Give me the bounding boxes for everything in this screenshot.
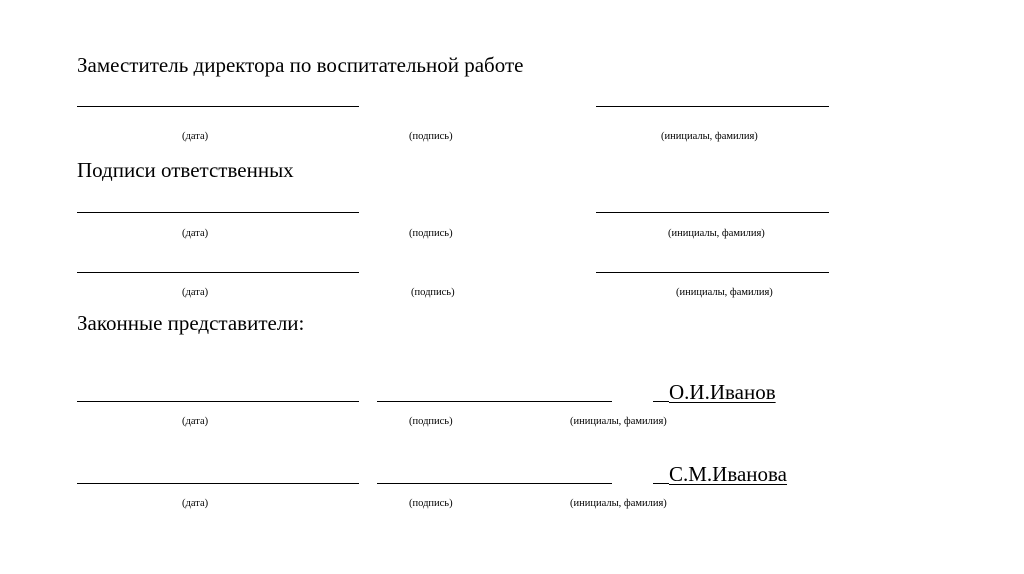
- legal-1-initials-caption: (инициалы, фамилия): [570, 416, 667, 427]
- legal-1-signature-line[interactable]: [377, 401, 612, 402]
- legal-2-date-line[interactable]: [77, 483, 359, 484]
- responsible-2-date-caption: (дата): [182, 287, 209, 298]
- responsible-heading: Подписи ответственных: [77, 158, 294, 182]
- legal-2-name: С.М.Иванова: [669, 462, 788, 486]
- legal-2-date-caption: (дата): [182, 498, 209, 509]
- legal-2-initials-caption: (инициалы, фамилия): [570, 498, 667, 509]
- legal-representatives-heading: Законные представители:: [77, 311, 305, 335]
- legal-2-signature-caption: (подпись): [409, 498, 453, 509]
- legal-2-signature-line[interactable]: [377, 483, 612, 484]
- deputy-director-heading: Заместитель директора по воспитательной работе: [77, 53, 524, 77]
- responsible-1-initials-caption: (инициалы, фамилия): [668, 228, 765, 239]
- responsible-2-initials-line[interactable]: [596, 272, 829, 273]
- deputy-initials-line[interactable]: [596, 106, 829, 107]
- legal-1-name: О.И.Иванов: [669, 380, 776, 404]
- deputy-date-line[interactable]: [77, 106, 359, 107]
- responsible-1-initials-line[interactable]: [596, 212, 829, 213]
- responsible-1-signature-caption: (подпись): [409, 228, 453, 239]
- legal-2-name-lead-line: [653, 483, 669, 484]
- legal-1-name-lead-line: [653, 401, 669, 402]
- responsible-1-date-line[interactable]: [77, 212, 359, 213]
- responsible-2-signature-caption: (подпись): [411, 287, 455, 298]
- legal-1-signature-caption: (подпись): [409, 416, 453, 427]
- responsible-1-date-caption: (дата): [182, 228, 209, 239]
- legal-1-date-line[interactable]: [77, 401, 359, 402]
- responsible-2-initials-caption: (инициалы, фамилия): [676, 287, 773, 298]
- legal-1-date-caption: (дата): [182, 416, 209, 427]
- deputy-signature-caption: (подпись): [409, 131, 453, 142]
- deputy-initials-caption: (инициалы, фамилия): [661, 131, 758, 142]
- deputy-date-caption: (дата): [182, 131, 209, 142]
- responsible-2-date-line[interactable]: [77, 272, 359, 273]
